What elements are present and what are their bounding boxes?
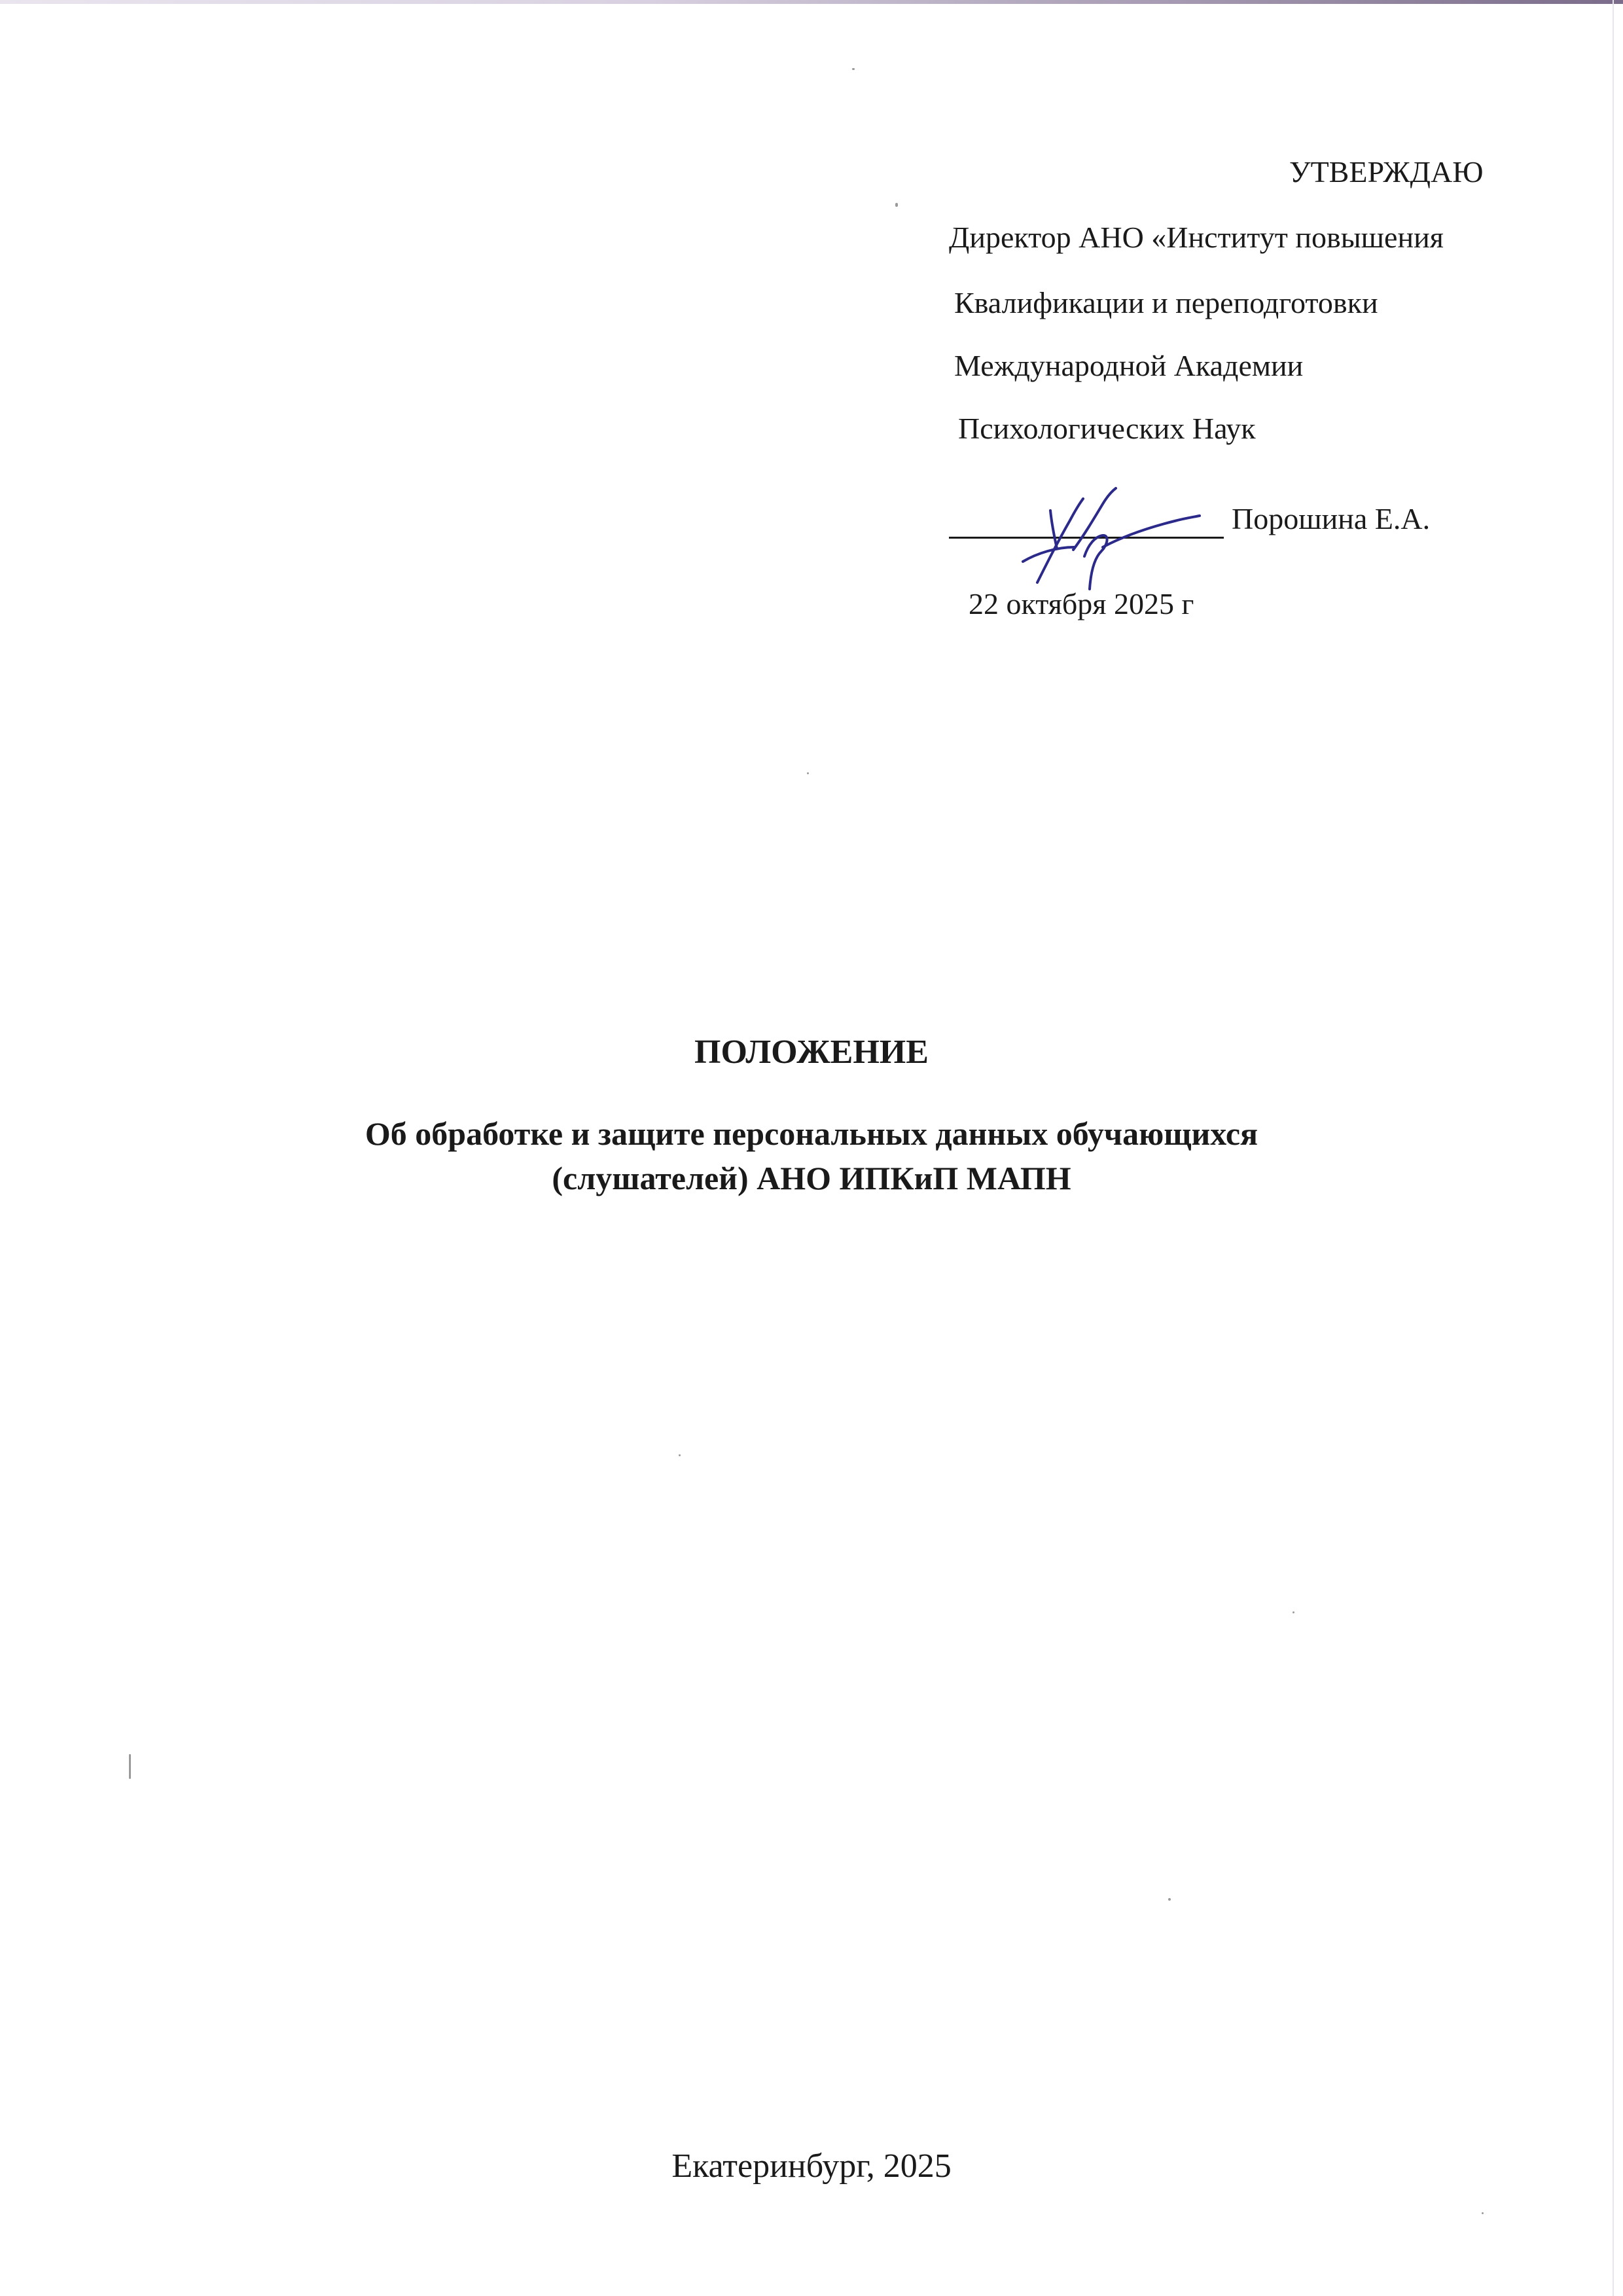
- qualification-line: Квалификации и переподготовки: [954, 286, 1378, 319]
- scan-speck: [679, 1454, 681, 1456]
- director-line: Директор АНО «Институт повышения: [949, 221, 1444, 254]
- scan-speck: [1168, 1898, 1171, 1901]
- signer-name: Порошина Е.А.: [1232, 502, 1431, 535]
- approve-word: УТВЕРЖДАЮ: [1289, 155, 1484, 188]
- scan-speck: [129, 1754, 131, 1779]
- document-subtitle: [0, 1111, 1623, 1200]
- psychology-line: Психологических Наук: [958, 412, 1256, 445]
- scan-speck: [1293, 1611, 1294, 1613]
- approval-date: 22 октября 2025 г: [969, 587, 1194, 620]
- scan-speck: [1482, 2212, 1484, 2214]
- scan-speck: [852, 68, 855, 70]
- document-subtitle-line-1: Об обработке и защите персональных данных обучающихся: [365, 1115, 1258, 1152]
- scan-speck: [807, 772, 809, 774]
- scan-speck: [895, 203, 898, 207]
- handwritten-signature: [1011, 484, 1207, 596]
- footer-city-year: Екатеринбург, 2025: [671, 2147, 952, 2185]
- scan-edge-top: [0, 0, 1623, 4]
- document-title: ПОЛОЖЕНИЕ: [694, 1033, 929, 1071]
- international-line: Международной Академии: [954, 349, 1304, 382]
- document-subtitle-line-2: (слушателей) АНО ИПКиП МАПН: [552, 1160, 1071, 1196]
